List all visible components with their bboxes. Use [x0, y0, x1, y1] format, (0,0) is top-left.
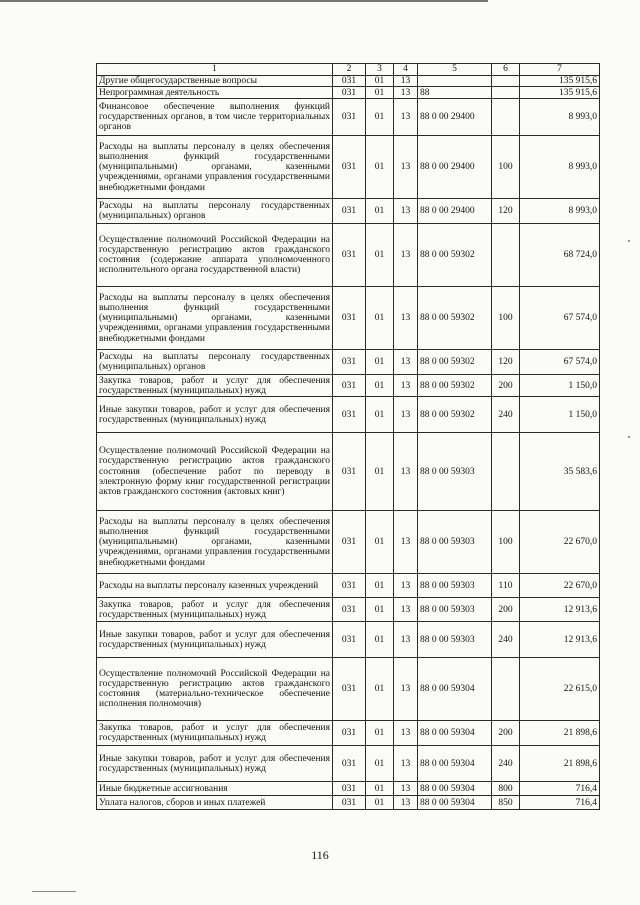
subsection-code: 13 — [394, 87, 418, 99]
subsection-code: 13 — [394, 574, 418, 598]
target-article: 88 0 00 59302 — [418, 224, 492, 287]
gr-code: 031 — [333, 796, 366, 810]
target-article: 88 0 00 59304 — [418, 721, 492, 746]
table-row — [97, 99, 600, 136]
expense-type — [492, 658, 520, 721]
section-code: 01 — [366, 433, 394, 511]
header-row — [97, 64, 600, 76]
section-code: 01 — [366, 199, 394, 224]
subsection-code: 13 — [394, 782, 418, 796]
subsection-code: 13 — [394, 224, 418, 287]
item-name: Закупка товаров, работ и услуг для обеспечения государственных (муниципальных) нужд — [97, 598, 333, 622]
column-header: 5 — [418, 64, 492, 76]
item-name: Расходы на выплаты персоналу казенных учреждений — [97, 574, 333, 598]
gr-code: 031 — [333, 76, 366, 87]
amount: 8 993,0 — [520, 199, 600, 224]
gr-code: 031 — [333, 598, 366, 622]
expense-type — [492, 224, 520, 287]
section-code: 01 — [366, 796, 394, 810]
expense-type: 120 — [492, 199, 520, 224]
subsection-code: 13 — [394, 350, 418, 375]
amount: 22 670,0 — [520, 574, 600, 598]
subsection-code: 13 — [394, 199, 418, 224]
item-name: Расходы на выплаты персоналу в целях обеспечения выполнения функций государственными (муниципальными) органами, казенными учреждениями, органами управления государственными внебюджетными фондами — [97, 287, 333, 350]
section-code: 01 — [366, 574, 394, 598]
column-header: 1 — [97, 64, 333, 76]
amount: 8 993,0 — [520, 99, 600, 136]
expense-type — [492, 87, 520, 99]
item-name: Иные закупки товаров, работ и услуг для обеспечения государственных (муниципальных) нужд — [97, 622, 333, 658]
subsection-code: 13 — [394, 796, 418, 810]
target-article: 88 0 00 29400 — [418, 99, 492, 136]
subsection-code: 13 — [394, 287, 418, 350]
gr-code: 031 — [333, 350, 366, 375]
target-article: 88 0 00 59302 — [418, 287, 492, 350]
item-name: Закупка товаров, работ и услуг для обеспечения государственных (муниципальных) нужд — [97, 721, 333, 746]
target-article: 88 0 00 59303 — [418, 622, 492, 658]
expense-type: 110 — [492, 574, 520, 598]
item-name: Расходы на выплаты персоналу государственных (муниципальных) органов — [97, 350, 333, 375]
amount: 1 150,0 — [520, 375, 600, 397]
table-row — [97, 782, 600, 796]
gr-code: 031 — [333, 224, 366, 287]
section-code: 01 — [366, 622, 394, 658]
gr-code: 031 — [333, 287, 366, 350]
section-code: 01 — [366, 511, 394, 574]
subsection-code: 13 — [394, 598, 418, 622]
subsection-code: 13 — [394, 136, 418, 199]
expense-type: 120 — [492, 350, 520, 375]
target-article: 88 0 00 59303 — [418, 598, 492, 622]
target-article: 88 0 00 59302 — [418, 350, 492, 375]
target-article: 88 0 00 29400 — [418, 136, 492, 199]
amount: 135 915,6 — [520, 87, 600, 99]
amount: 67 574,0 — [520, 287, 600, 350]
section-code: 01 — [366, 598, 394, 622]
section-code: 01 — [366, 350, 394, 375]
gr-code: 031 — [333, 746, 366, 782]
amount: 135 915,6 — [520, 76, 600, 87]
table-row — [97, 224, 600, 287]
amount: 12 913,6 — [520, 622, 600, 658]
amount: 716,4 — [520, 782, 600, 796]
table-row — [97, 76, 600, 87]
subsection-code: 13 — [394, 721, 418, 746]
section-code: 01 — [366, 397, 394, 433]
gr-code: 031 — [333, 87, 366, 99]
target-article: 88 0 00 29400 — [418, 199, 492, 224]
amount: 1 150,0 — [520, 397, 600, 433]
section-code: 01 — [366, 99, 394, 136]
expense-type: 800 — [492, 782, 520, 796]
scan-speck — [628, 240, 630, 242]
amount: 716,4 — [520, 796, 600, 810]
table-row — [97, 598, 600, 622]
amount: 22 670,0 — [520, 511, 600, 574]
gr-code: 031 — [333, 397, 366, 433]
gr-code: 031 — [333, 136, 366, 199]
column-header: 2 — [333, 64, 366, 76]
table-row — [97, 511, 600, 574]
section-code: 01 — [366, 287, 394, 350]
top-rule — [0, 0, 488, 2]
target-article: 88 0 00 59302 — [418, 375, 492, 397]
amount: 68 724,0 — [520, 224, 600, 287]
expense-type: 100 — [492, 287, 520, 350]
item-name: Осуществление полномочий Российской Федерации на государственную регистрацию актов гражданского состояния (обеспечение работ по переводу в электронную форму книг государственной регистрации актов гражданского состояния (актовых книг) — [97, 433, 333, 511]
item-name: Расходы на выплаты персоналу в целях обеспечения выполнения функций государственными (муниципальными) органами, казенными учреждениями, органами управления государственными внебюджетными фондами — [97, 136, 333, 199]
item-name: Расходы на выплаты персоналу в целях обеспечения выполнения функций государственными (муниципальными) органами, казенными учреждениями, органами управления государственными внебюджетными фондами — [97, 511, 333, 574]
item-name: Осуществление полномочий Российской Федерации на государственную регистрацию актов гражданского состояния (материально-техническое обеспечение исполнения полномочия) — [97, 658, 333, 721]
column-header: 3 — [366, 64, 394, 76]
target-article: 88 0 00 59302 — [418, 397, 492, 433]
gr-code: 031 — [333, 622, 366, 658]
item-name: Иные бюджетные ассигнования — [97, 782, 333, 796]
subsection-code: 13 — [394, 76, 418, 87]
expense-type — [492, 99, 520, 136]
amount: 35 583,6 — [520, 433, 600, 511]
target-article: 88 — [418, 87, 492, 99]
section-code: 01 — [366, 87, 394, 99]
table-row — [97, 721, 600, 746]
expense-type: 200 — [492, 721, 520, 746]
subsection-code: 13 — [394, 375, 418, 397]
target-article — [418, 76, 492, 87]
gr-code: 031 — [333, 721, 366, 746]
column-header: 7 — [520, 64, 600, 76]
table-row — [97, 136, 600, 199]
section-code: 01 — [366, 658, 394, 721]
expense-type: 100 — [492, 511, 520, 574]
subsection-code: 13 — [394, 511, 418, 574]
gr-code: 031 — [333, 375, 366, 397]
subsection-code: 13 — [394, 746, 418, 782]
expense-type: 850 — [492, 796, 520, 810]
expense-type: 240 — [492, 746, 520, 782]
item-name: Финансовое обеспечение выполнения функций государственных органов, в том числе территориальных органов — [97, 99, 333, 136]
table-row — [97, 622, 600, 658]
table-row — [97, 350, 600, 375]
section-code: 01 — [366, 224, 394, 287]
gr-code: 031 — [333, 511, 366, 574]
table-row — [97, 658, 600, 721]
gr-code: 031 — [333, 99, 366, 136]
table-row — [97, 199, 600, 224]
item-name: Уплата налогов, сборов и иных платежей — [97, 796, 333, 810]
item-name: Расходы на выплаты персоналу государственных (муниципальных) органов — [97, 199, 333, 224]
table-row — [97, 287, 600, 350]
section-code: 01 — [366, 721, 394, 746]
expense-type: 100 — [492, 136, 520, 199]
bottom-rule — [32, 891, 76, 892]
target-article: 88 0 00 59304 — [418, 746, 492, 782]
table-row — [97, 397, 600, 433]
amount: 21 898,6 — [520, 721, 600, 746]
table-row — [97, 375, 600, 397]
section-code: 01 — [366, 76, 394, 87]
amount: 12 913,6 — [520, 598, 600, 622]
item-name: Осуществление полномочий Российской Федерации на государственную регистрацию актов гражданского состояния (содержание аппарата уполномоченного исполнительного органа государственной власти) — [97, 224, 333, 287]
gr-code: 031 — [333, 199, 366, 224]
table-row — [97, 746, 600, 782]
amount: 21 898,6 — [520, 746, 600, 782]
subsection-code: 13 — [394, 622, 418, 658]
section-code: 01 — [366, 136, 394, 199]
item-name: Другие общегосударственные вопросы — [97, 76, 333, 87]
target-article: 88 0 00 59304 — [418, 658, 492, 721]
column-header: 6 — [492, 64, 520, 76]
expense-type: 200 — [492, 375, 520, 397]
section-code: 01 — [366, 375, 394, 397]
gr-code: 031 — [333, 433, 366, 511]
expense-type: 240 — [492, 397, 520, 433]
gr-code: 031 — [333, 658, 366, 721]
table-body — [97, 64, 600, 810]
subsection-code: 13 — [394, 658, 418, 721]
table-row — [97, 574, 600, 598]
table-row — [97, 87, 600, 99]
item-name: Иные закупки товаров, работ и услуг для обеспечения государственных (муниципальных) нужд — [97, 746, 333, 782]
scan-speck — [628, 436, 630, 438]
subsection-code: 13 — [394, 99, 418, 136]
expense-type: 200 — [492, 598, 520, 622]
section-code: 01 — [366, 746, 394, 782]
expense-type — [492, 433, 520, 511]
gr-code: 031 — [333, 782, 366, 796]
target-article: 88 0 00 59303 — [418, 433, 492, 511]
expense-type — [492, 76, 520, 87]
expense-type: 240 — [492, 622, 520, 658]
amount: 22 615,0 — [520, 658, 600, 721]
target-article: 88 0 00 59304 — [418, 796, 492, 810]
item-name: Непрограммная деятельность — [97, 87, 333, 99]
item-name: Иные закупки товаров, работ и услуг для обеспечения государственных (муниципальных) нужд — [97, 397, 333, 433]
page-number: 116 — [311, 848, 329, 862]
target-article: 88 0 00 59304 — [418, 782, 492, 796]
amount: 67 574,0 — [520, 350, 600, 375]
column-header: 4 — [394, 64, 418, 76]
target-article: 88 0 00 59303 — [418, 511, 492, 574]
subsection-code: 13 — [394, 433, 418, 511]
section-code: 01 — [366, 782, 394, 796]
subsection-code: 13 — [394, 397, 418, 433]
table-row — [97, 433, 600, 511]
item-name: Закупка товаров, работ и услуг для обеспечения государственных (муниципальных) нужд — [97, 375, 333, 397]
target-article: 88 0 00 59303 — [418, 574, 492, 598]
amount: 8 993,0 — [520, 136, 600, 199]
gr-code: 031 — [333, 574, 366, 598]
budget-table — [96, 63, 600, 810]
table-row — [97, 796, 600, 810]
